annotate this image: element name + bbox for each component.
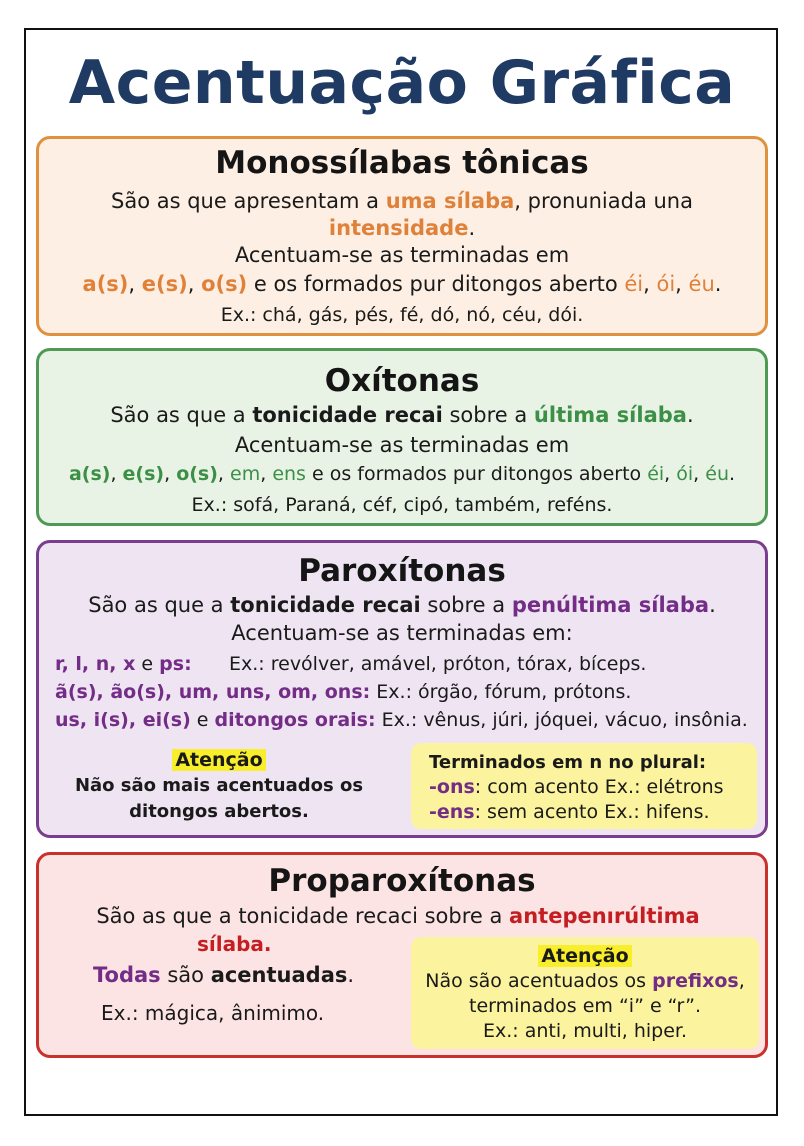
ending-o: o(s) (176, 463, 218, 485)
attention-label: Atenção (538, 945, 631, 967)
endings-rlnx: r, l, n, x (55, 653, 136, 675)
text: e os formados pur ditongos aberto (247, 272, 625, 296)
paroxitonas-card (36, 540, 768, 838)
ending-ens: ens (272, 463, 306, 485)
text: São as que a (88, 593, 231, 617)
text: . (468, 216, 476, 240)
monossilabas-endings (39, 272, 765, 296)
proparoxitonas-definition-line-1 (35, 904, 761, 928)
attention-text-1 (411, 969, 759, 994)
paroxitonas-rule-intro: Acentuam-se as terminadas em: (231, 621, 573, 645)
text: São as que a tonicidade recaci sobre a (96, 904, 510, 928)
attention-text-2: ditongos abertos. (129, 801, 309, 822)
text: São as que a (110, 403, 253, 427)
attention-text-2: terminados em “i” e “r”. (469, 995, 701, 1017)
oxitonas-examples: Ex.: sofá, Paraná, céf, cipó, também, reféns. (191, 494, 613, 516)
text: : sem acento Ex.: hifens. (474, 801, 710, 823)
text: são (160, 963, 211, 987)
monossilabas-definition-line-1 (39, 189, 765, 213)
note-ens (429, 800, 757, 825)
text: , (260, 463, 273, 485)
page-title: Acentuação Gráfica (68, 48, 736, 118)
ending-ons: -ons (429, 776, 475, 798)
endings-us-is-eis: us, i(s), ei(s) (55, 709, 191, 731)
ending-ens: -ens (429, 801, 475, 823)
note-ons (429, 775, 757, 800)
attention-label: Atenção (172, 749, 265, 771)
ending-oi: ói (676, 463, 694, 485)
ending-ei: éi (647, 463, 665, 485)
proparoxitonas-rule (93, 963, 354, 987)
plural-n-note (411, 743, 757, 829)
oxitonas-heading: Oxítonas (324, 363, 480, 399)
ending-eu: éu (705, 463, 729, 485)
text: . (686, 403, 694, 427)
text: : com acento Ex.: elétrons (474, 776, 724, 798)
ending-oi: ói (656, 272, 676, 296)
highlight-prefixos: prefixos (652, 970, 739, 992)
paroxitonas-rule-row-1 (55, 653, 192, 675)
paroxitonas-rule-row-3 (55, 709, 748, 731)
endings-ditongos-orais: ditongos orais: (214, 709, 376, 731)
text: . (729, 463, 736, 485)
highlight-tonicidade: tonicidade recai (230, 593, 421, 617)
text: e os formados pur ditongos aberto (305, 463, 648, 485)
monossilabas-definition-line-2 (39, 216, 765, 240)
text: . (709, 593, 716, 617)
text: , (110, 463, 123, 485)
proparoxitonas-card (36, 852, 768, 1058)
proparoxitonas-examples: Ex.: mágica, ânimimo. (101, 1001, 325, 1025)
monossilabas-examples: Ex.: chá, gás, pés, fé, dó, nó, céu, dói. (220, 304, 584, 326)
oxitonas-rule-intro: Acentuam-se as terminadas em (234, 433, 570, 457)
text: . (347, 963, 355, 987)
paroxitonas-examples-row-1: Ex.: revólver, amável, próton, tórax, bíceps. (229, 653, 647, 675)
paroxitonas-definition (39, 593, 765, 617)
text: , (664, 463, 677, 485)
highlight-acentuadas: acentuadas (210, 963, 348, 987)
highlight-intensidade: intensidade (328, 216, 469, 240)
text: e (135, 653, 160, 675)
examples: Ex.: vênus, júri, jóquei, vácuo, insônia. (375, 709, 748, 731)
monossilabas-rule-intro: Acentuam-se as terminadas em (234, 243, 570, 267)
text: , (738, 970, 745, 992)
text: , (643, 272, 657, 296)
ending-a: a(s) (68, 463, 111, 485)
monossilabas-heading: Monossílabas tônicas (215, 145, 589, 181)
ending-e: e(s) (122, 463, 165, 485)
oxitonas-card (36, 348, 768, 526)
text: , (675, 272, 689, 296)
ending-em: em (230, 463, 261, 485)
prefix-attention-note (411, 937, 759, 1049)
ending-o: o(s) (201, 272, 248, 296)
oxitonas-definition (39, 403, 765, 427)
text: , (693, 463, 706, 485)
highlight-penultima-silaba: penúltima sílaba (511, 593, 710, 617)
text: Não são acentuados os (425, 970, 653, 992)
text: e (190, 709, 215, 731)
text: . (714, 272, 722, 296)
text: , (217, 463, 231, 485)
note-title: Terminados em n no plural: (429, 752, 707, 773)
highlight-antepenultima: antepenırúltima (509, 904, 700, 928)
proparoxitonas-definition-line-2: sílaba. (197, 932, 272, 956)
text: , (128, 272, 142, 296)
text: sobre a (420, 593, 512, 617)
examples: Ex.: órgão, fórum, prótons. (370, 681, 632, 703)
paroxitonas-rule-row-2 (55, 681, 631, 703)
attention-text-1: Não são mais acentuados os (74, 775, 364, 796)
highlight-todas: Todas (93, 963, 161, 987)
ending-e: e(s) (141, 272, 188, 296)
paroxitonas-heading: Paroxítonas (298, 553, 506, 589)
ending-a: a(s) (82, 272, 129, 296)
text: , pronuniada una (514, 189, 693, 213)
text: sobre a (442, 403, 534, 427)
attention-examples: Ex.: anti, multi, hiper. (482, 1020, 688, 1042)
endings-nasal: ã(s), ão(s), um, uns, om, ons: (55, 681, 371, 703)
oxitonas-endings (39, 463, 765, 485)
text: , (187, 272, 202, 296)
ending-ps: ps: (159, 653, 192, 675)
ending-ei: éi (624, 272, 644, 296)
highlight-uma-silaba: uma sílaba (385, 189, 515, 213)
highlight-ultima-silaba: última sílaba (533, 403, 687, 427)
text: São as que apresentam a (111, 189, 386, 213)
text: , (164, 463, 177, 485)
highlight-tonicidade: tonicidade recai (252, 403, 443, 427)
ending-eu: éu (688, 272, 715, 296)
paroxitonas-attention (49, 749, 389, 825)
monossilabas-card (36, 136, 768, 336)
proparoxitonas-heading: Proparoxítonas (268, 863, 536, 899)
